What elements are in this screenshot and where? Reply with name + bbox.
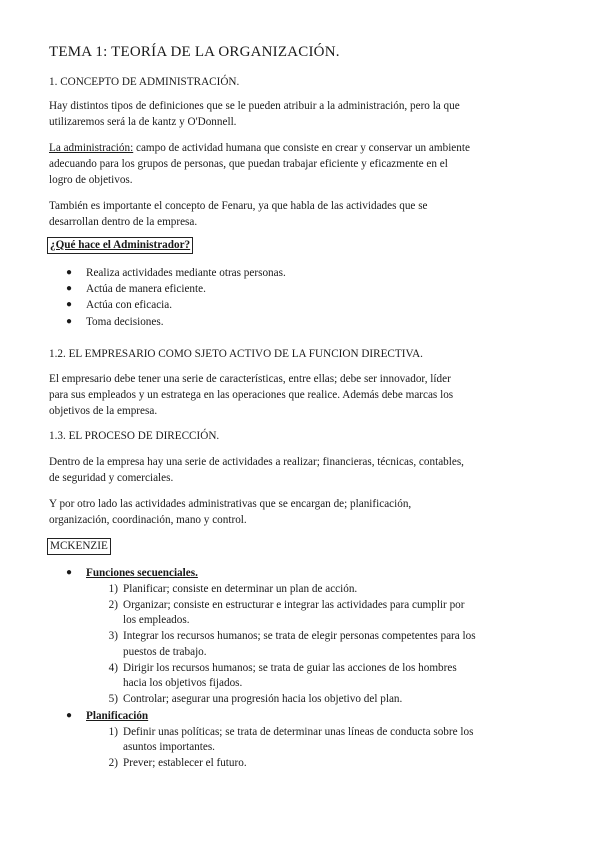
paragraph-3-line-1: También es importante el concepto de Fenaru, ya que habla de las actividades que se (49, 200, 428, 212)
document-title: TEMA 1: TEORÍA DE LA ORGANIZACIÓN. (49, 44, 340, 60)
bullet-icon: ● (66, 567, 73, 578)
section-heading-1: 1. CONCEPTO DE ADMINISTRACIÓN. (49, 76, 240, 88)
function-item-2-line-2: los empleados. (123, 614, 190, 626)
section-heading-1-3: 1.3. EL PROCESO DE DIRECCIÓN. (49, 430, 220, 442)
admin-bullet-4: Toma decisiones. (86, 316, 164, 328)
paragraph-1-line-2: utilizaremos será la de kantz y O'Donnell. (49, 116, 237, 128)
function-item-4-line-1: Dirigir los recursos humanos; se trata de guiar las acciones de los hombres (123, 662, 457, 674)
function-item-4-line-2: hacia los objetivos fijados. (123, 677, 243, 689)
function-item-3-line-2: puestos de trabajo. (123, 646, 207, 658)
paragraph-3-line-2: desarrollan dentro de la empresa. (49, 216, 198, 228)
function-item-5: Controlar; asegurar una progresión hacia los objetivo del plan. (123, 693, 403, 705)
list-number: 1) (108, 583, 118, 595)
definition-text: campo de actividad humana que consiste en crear y conservar un ambiente (133, 142, 470, 154)
function-item-1: Planificar; consiste en determinar un plan de acción. (123, 583, 358, 595)
admin-bullet-2: Actúa de manera eficiente. (86, 283, 206, 295)
list-number: 3) (108, 630, 118, 642)
planning-heading: Planificación (86, 710, 149, 722)
list-number: 1) (108, 726, 118, 738)
bullet-icon: ● (66, 267, 73, 278)
functions-heading: Funciones secuenciales. (86, 567, 198, 579)
function-item-3-line-1: Integrar los recursos humanos; se trata de elegir personas competentes para los (123, 630, 476, 642)
planning-item-2: Prever; establecer el futuro. (123, 757, 247, 769)
admin-bullet-1: Realiza actividades mediante otras personas. (86, 267, 286, 279)
paragraph-1-line-1: Hay distintos tipos de definiciones que se le pueden atribuir a la administración, pero la que (49, 100, 460, 112)
paragraph-4-line-2: para sus empleados y un estratega en las operaciones que realice. Además debe marcas los (49, 389, 454, 401)
function-item-2-line-1: Organizar; consiste en estructurar e integrar las actividades para cumplir por (123, 599, 465, 611)
definition-term: La administración: (49, 142, 134, 154)
boxed-mckenzie-label: MCKENZIE (47, 538, 111, 555)
paragraph-5-line-2: de seguridad y comerciales. (49, 472, 174, 484)
bullet-icon: ● (66, 299, 73, 310)
list-number: 2) (108, 757, 118, 769)
list-number: 5) (108, 693, 118, 705)
planning-item-1-line-2: asuntos importantes. (123, 741, 215, 753)
boxed-question-heading: ¿Qué hace el Administrador? (47, 237, 193, 254)
paragraph-2-line-1 (49, 140, 470, 156)
paragraph-2-line-3: logro de objetivos. (49, 174, 133, 186)
bullet-icon: ● (66, 283, 73, 294)
paragraph-6-line-1: Y por otro lado las actividades administrativas que se encargan de; planificación, (49, 498, 412, 510)
paragraph-5-line-1: Dentro de la empresa hay una serie de actividades a realizar; financieras, técnicas, contables, (49, 456, 464, 468)
bullet-icon: ● (66, 710, 73, 721)
planning-item-1-line-1: Definir unas políticas; se trata de determinar unas líneas de conducta sobre los (123, 726, 474, 738)
section-heading-1-2: 1.2. EL EMPRESARIO COMO SJETO ACTIVO DE LA FUNCION DIRECTIVA. (49, 348, 423, 360)
list-number: 4) (108, 662, 118, 674)
list-number: 2) (108, 599, 118, 611)
paragraph-4-line-3: objetivos de la empresa. (49, 405, 158, 417)
paragraph-2-line-2: adecuando para los grupos de personas, que puedan trabajar eficiente y eficazmente en el (49, 158, 448, 170)
paragraph-4-line-1: El empresario debe tener una serie de características, entre ellas; debe ser innovador, líder (49, 373, 451, 385)
admin-bullet-3: Actúa con eficacia. (86, 299, 173, 311)
paragraph-6-line-2: organización, coordinación, mano y control. (49, 514, 247, 526)
bullet-icon: ● (66, 316, 73, 327)
